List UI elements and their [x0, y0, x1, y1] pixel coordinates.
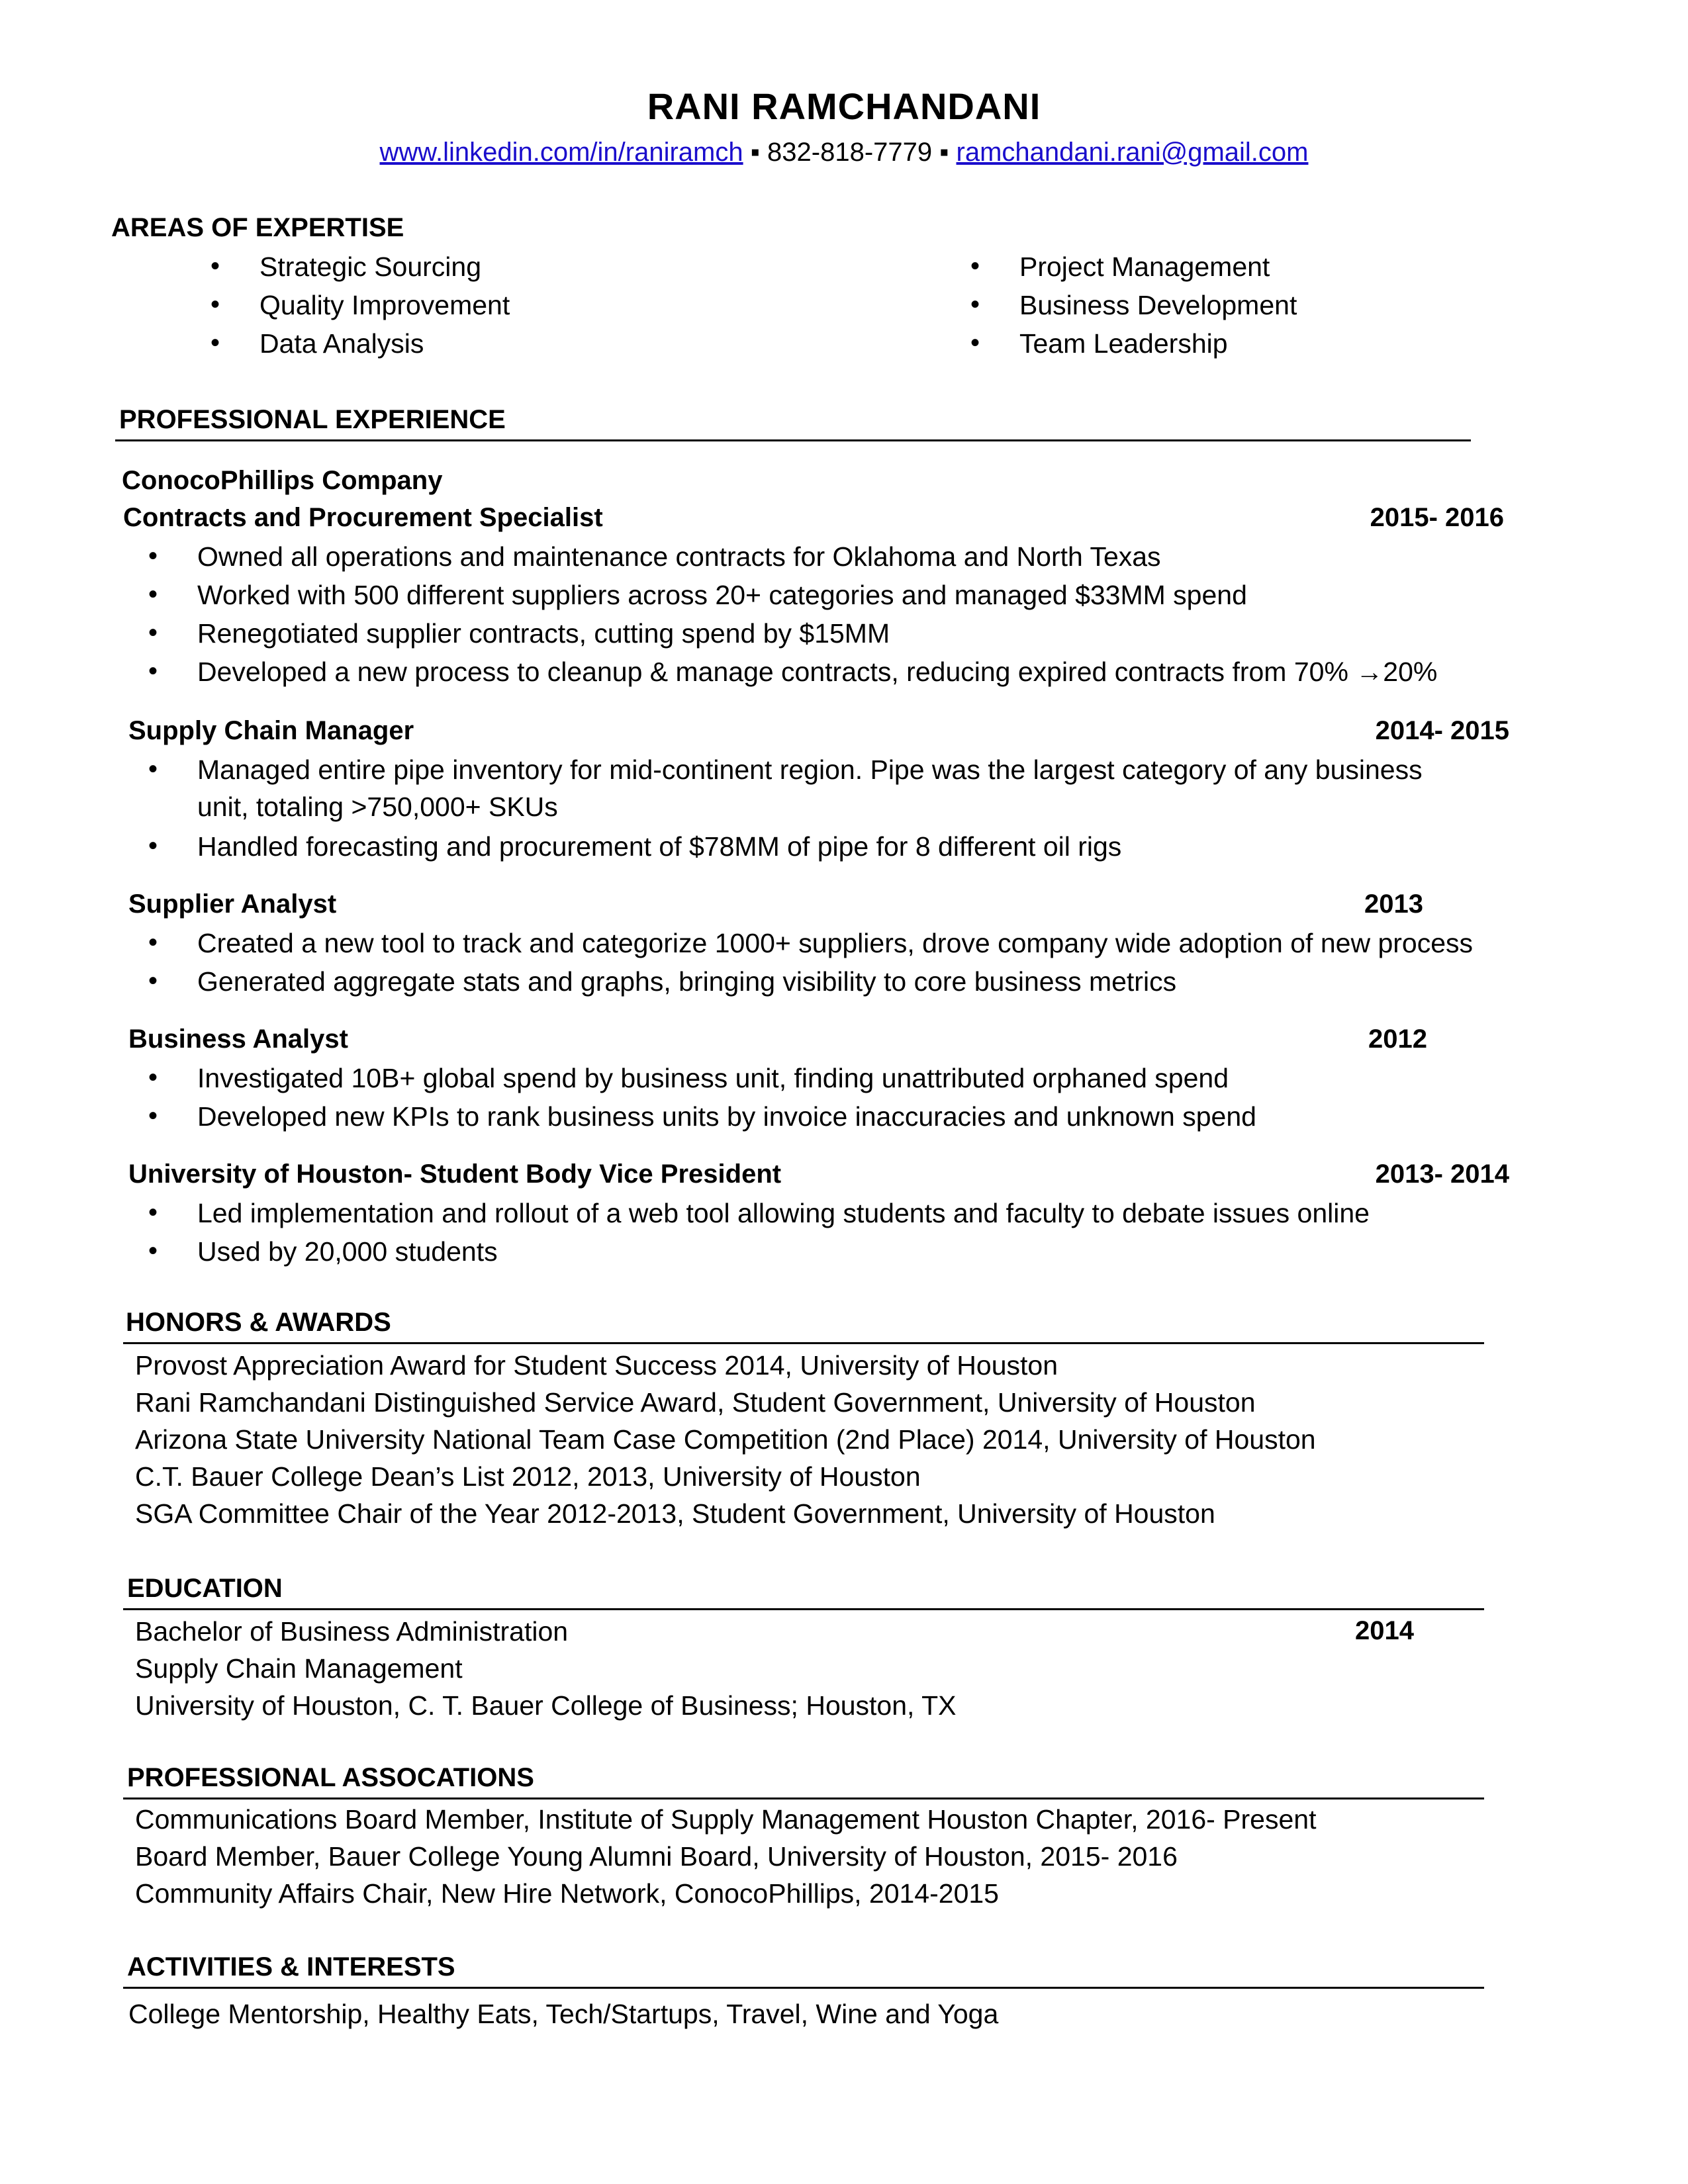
job-bullet: Generated aggregate stats and graphs, bringing visibility to core business metrics: [197, 966, 1177, 997]
linkedin-link[interactable]: www.linkedin.com/in/raniramch: [379, 138, 743, 167]
job-bullet: Used by 20,000 students: [197, 1236, 498, 1267]
honors-heading: HONORS & AWARDS: [126, 1308, 391, 1337]
bullet-icon: •: [148, 618, 158, 647]
job-bullet-continuation: unit, totaling >750,000+ SKUs: [197, 792, 558, 822]
bullet-icon: •: [970, 328, 980, 357]
job-years: 2013: [1364, 889, 1423, 919]
activities-heading: ACTIVITIES & INTERESTS: [127, 1952, 455, 1981]
job-bullet: Managed entire pipe inventory for mid-continent region. Pipe was the largest category of any business: [197, 754, 1423, 785]
expertise-item: Team Leadership: [1019, 328, 1228, 359]
section-divider: [123, 1608, 1484, 1610]
phone-number: 832-818-7779: [767, 138, 933, 167]
education-year: 2014: [1355, 1616, 1414, 1645]
expertise-heading: AREAS OF EXPERTISE: [111, 213, 404, 242]
bullet-icon: •: [148, 1101, 158, 1130]
section-divider: [123, 1987, 1484, 1989]
bullet-icon: •: [970, 251, 980, 281]
bullet-icon: •: [148, 754, 158, 784]
honor-item: C.T. Bauer College Dean’s List 2012, 2013, University of Houston: [135, 1461, 921, 1492]
honor-item: SGA Committee Chair of the Year 2012-2013, Student Government, University of Houston: [135, 1498, 1215, 1529]
job-bullet: Worked with 500 different suppliers across 20+ categories and managed $33MM spend: [197, 580, 1247, 610]
job-bullet: Led implementation and rollout of a web tool allowing students and faculty to debate issues online: [197, 1198, 1370, 1228]
email-link[interactable]: ramchandani.rani@gmail.com: [956, 138, 1309, 167]
honor-item: Arizona State University National Team Case Competition (2nd Place) 2014, University of Houston: [135, 1424, 1316, 1455]
contact-line: [0, 138, 1688, 167]
expertise-item: Business Development: [1019, 290, 1297, 320]
experience-heading: PROFESSIONAL EXPERIENCE: [119, 405, 506, 434]
company-name: ConocoPhillips Company: [122, 466, 443, 495]
job-title: Supplier Analyst: [128, 889, 337, 919]
job-title: University of Houston- Student Body Vice President: [128, 1160, 782, 1189]
job-title: Supply Chain Manager: [128, 716, 414, 745]
associations-heading: PROFESSIONAL ASSOCATIONS: [127, 1763, 534, 1792]
bullet-icon: •: [148, 928, 158, 957]
job-bullet: Renegotiated supplier contracts, cutting spend by $15MM: [197, 618, 890, 649]
association-item: Board Member, Bauer College Young Alumni Board, University of Houston, 2015- 2016: [135, 1841, 1178, 1872]
education-heading: EDUCATION: [127, 1574, 283, 1603]
job-years: 2012: [1368, 1024, 1427, 1054]
job-bullet: Owned all operations and maintenance contracts for Oklahoma and North Texas: [197, 541, 1161, 572]
activities-text: College Mentorship, Healthy Eats, Tech/Startups, Travel, Wine and Yoga: [128, 1999, 999, 2029]
association-item: Communications Board Member, Institute of Supply Management Houston Chapter, 2016- Present: [135, 1804, 1317, 1835]
bullet-icon: •: [148, 580, 158, 609]
school: University of Houston, C. T. Bauer College of Business; Houston, TX: [135, 1690, 957, 1721]
job-bullet: Handled forecasting and procurement of $78MM of pipe for 8 different oil rigs: [197, 831, 1122, 862]
bullet-icon: •: [148, 657, 158, 686]
honor-item: Rani Ramchandani Distinguished Service Award, Student Government, University of Houston: [135, 1387, 1256, 1418]
section-divider: [115, 439, 1471, 441]
job-bullet: Developed new KPIs to rank business units by invoice inaccuracies and unknown spend: [197, 1101, 1256, 1132]
expertise-item: Strategic Sourcing: [259, 251, 482, 282]
contact-separator: ▪: [932, 138, 957, 167]
bullet-icon: •: [211, 290, 220, 319]
section-divider: [123, 1797, 1484, 1799]
job-years: 2013- 2014: [1375, 1160, 1509, 1189]
job-title: Contracts and Procurement Specialist: [123, 503, 603, 532]
job-bullet: Created a new tool to track and categorize 1000+ suppliers, drove company wide adoption of new process: [197, 928, 1473, 958]
bullet-icon: •: [148, 1198, 158, 1227]
bullet-icon: •: [148, 831, 158, 860]
degree: Bachelor of Business Administration: [135, 1616, 569, 1647]
job-bullet: Developed a new process to cleanup & manage contracts, reducing expired contracts from 70% →20%: [197, 657, 1438, 687]
major: Supply Chain Management: [135, 1653, 463, 1684]
expertise-item: Data Analysis: [259, 328, 424, 359]
job-title: Business Analyst: [128, 1024, 348, 1054]
honor-item: Provost Appreciation Award for Student Success 2014, University of Houston: [135, 1350, 1058, 1381]
bullet-icon: •: [148, 966, 158, 995]
bullet-icon: •: [970, 290, 980, 319]
bullet-icon: •: [148, 1063, 158, 1092]
job-years: 2015- 2016: [1370, 503, 1504, 532]
resume-name: RANI RAMCHANDANI: [647, 85, 1041, 127]
expertise-item: Project Management: [1019, 251, 1270, 282]
association-item: Community Affairs Chair, New Hire Network, ConocoPhillips, 2014-2015: [135, 1878, 999, 1909]
bullet-icon: •: [211, 328, 220, 357]
bullet-icon: •: [148, 1236, 158, 1265]
bullet-icon: •: [211, 251, 220, 281]
expertise-item: Quality Improvement: [259, 290, 510, 320]
contact-separator: ▪: [743, 138, 768, 167]
job-years: 2014- 2015: [1375, 716, 1509, 745]
job-bullet: Investigated 10B+ global spend by business unit, finding unattributed orphaned spend: [197, 1063, 1229, 1093]
section-divider: [123, 1342, 1484, 1344]
bullet-icon: •: [148, 541, 158, 570]
